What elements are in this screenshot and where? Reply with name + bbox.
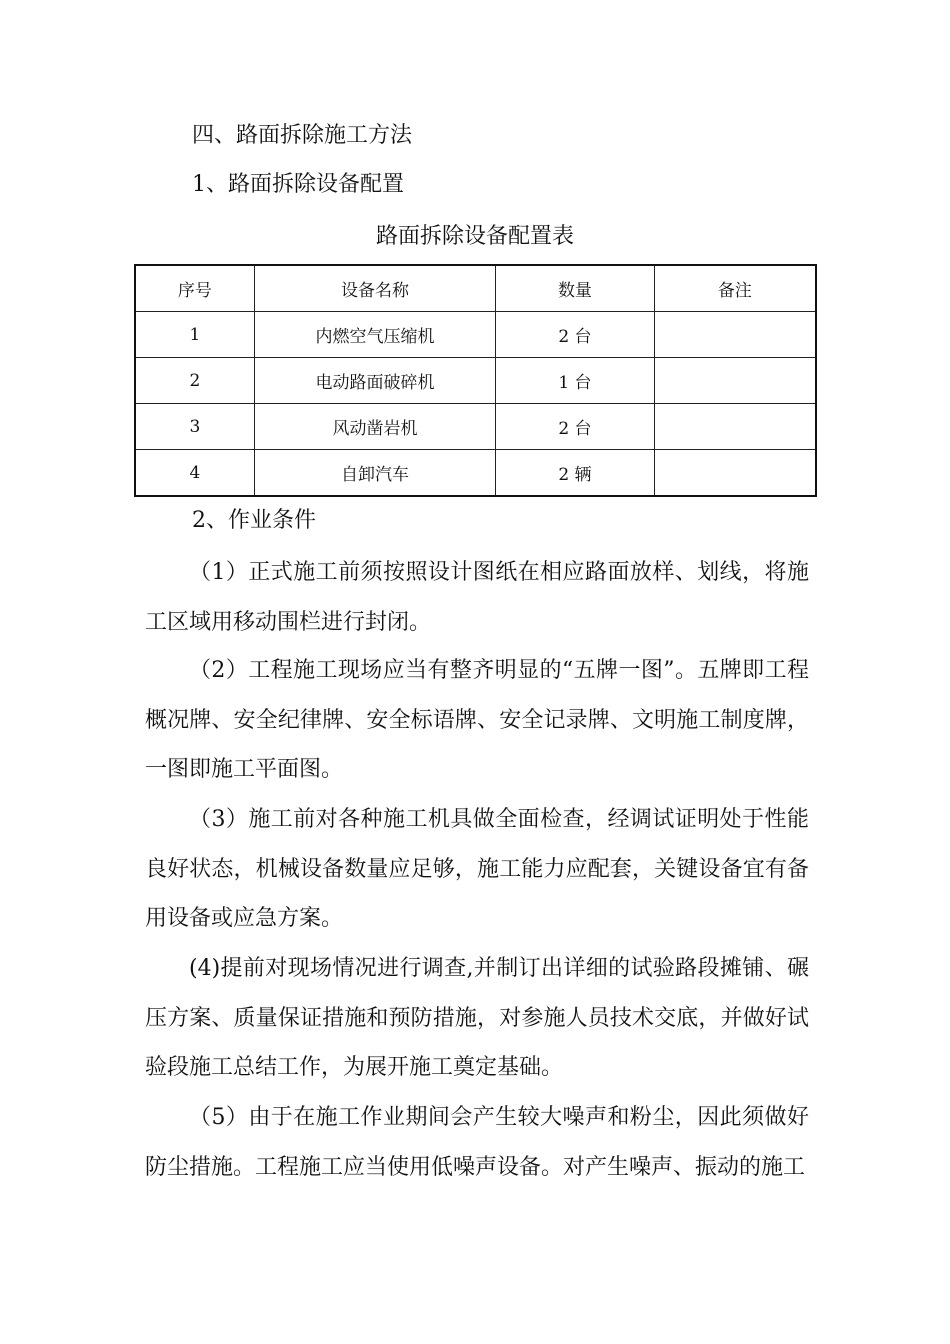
cell-qty: 2 辆: [496, 450, 654, 497]
sub-heading-equipment: 1、路面拆除设备配置: [192, 172, 404, 197]
paragraph-condition-5: （5）由于在施工作业期间会产生较大噪声和粉尘，因此须做好防尘措施。工程施工应当使用低噪声设备。对产生噪声、振动的施工: [145, 1105, 809, 1180]
table-row: [135, 450, 816, 497]
cell-name: 电动路面破碎机: [254, 358, 495, 404]
cell-name: 内燃空气压缩机: [254, 312, 495, 358]
table-row: [135, 312, 816, 358]
section-heading: 四、路面拆除施工方法: [192, 123, 413, 148]
cell-name: 自卸汽车: [254, 450, 495, 497]
header-qty: 数量: [496, 265, 654, 312]
paragraph-condition-1: （1）正式施工前须按照设计图纸在相应路面放样、划线，将施工区域用移动围栏进行封闭。: [145, 560, 809, 635]
cell-note: [654, 358, 816, 404]
cell-note: [654, 404, 816, 450]
header-name: 设备名称: [254, 265, 495, 312]
table-row: [135, 358, 816, 404]
table-header-row: [135, 265, 816, 312]
cell-qty: 1 台: [496, 358, 654, 404]
cell-qty: 2 台: [496, 404, 654, 450]
cell-no: 2: [135, 358, 254, 404]
cell-no: 4: [135, 450, 254, 497]
cell-no: 1: [135, 312, 254, 358]
equipment-table: [134, 264, 817, 497]
header-note: 备注: [654, 265, 816, 312]
paragraph-condition-4: (4)提前对现场情况进行调查,并制订出详细的试验路段摊铺、碾压方案、质量保证措施和预防措施，对参施人员技术交底，并做好试验段施工总结工作，为展开施工奠定基础。: [145, 956, 809, 1080]
table-row: [135, 404, 816, 450]
cell-no: 3: [135, 404, 254, 450]
cell-name: 风动凿岩机: [254, 404, 495, 450]
table-title: 路面拆除设备配置表: [375, 224, 574, 249]
header-no: 序号: [135, 265, 254, 312]
cell-note: [654, 450, 816, 497]
paragraph-condition-2: （2）工程施工现场应当有整齐明显的“五牌一图”。五牌即工程概况牌、安全纪律牌、安全标语牌、安全记录牌、文明施工制度牌，一图即施工平面图。: [145, 658, 809, 782]
sub-heading-conditions: 2、作业条件: [192, 508, 316, 533]
cell-note: [654, 312, 816, 358]
paragraph-condition-3: （3）施工前对各种施工机具做全面检查，经调试证明处于性能良好状态，机械设备数量应足够，施工能力应配套，关键设备宜有备用设备或应急方案。: [145, 807, 809, 931]
cell-qty: 2 台: [496, 312, 654, 358]
